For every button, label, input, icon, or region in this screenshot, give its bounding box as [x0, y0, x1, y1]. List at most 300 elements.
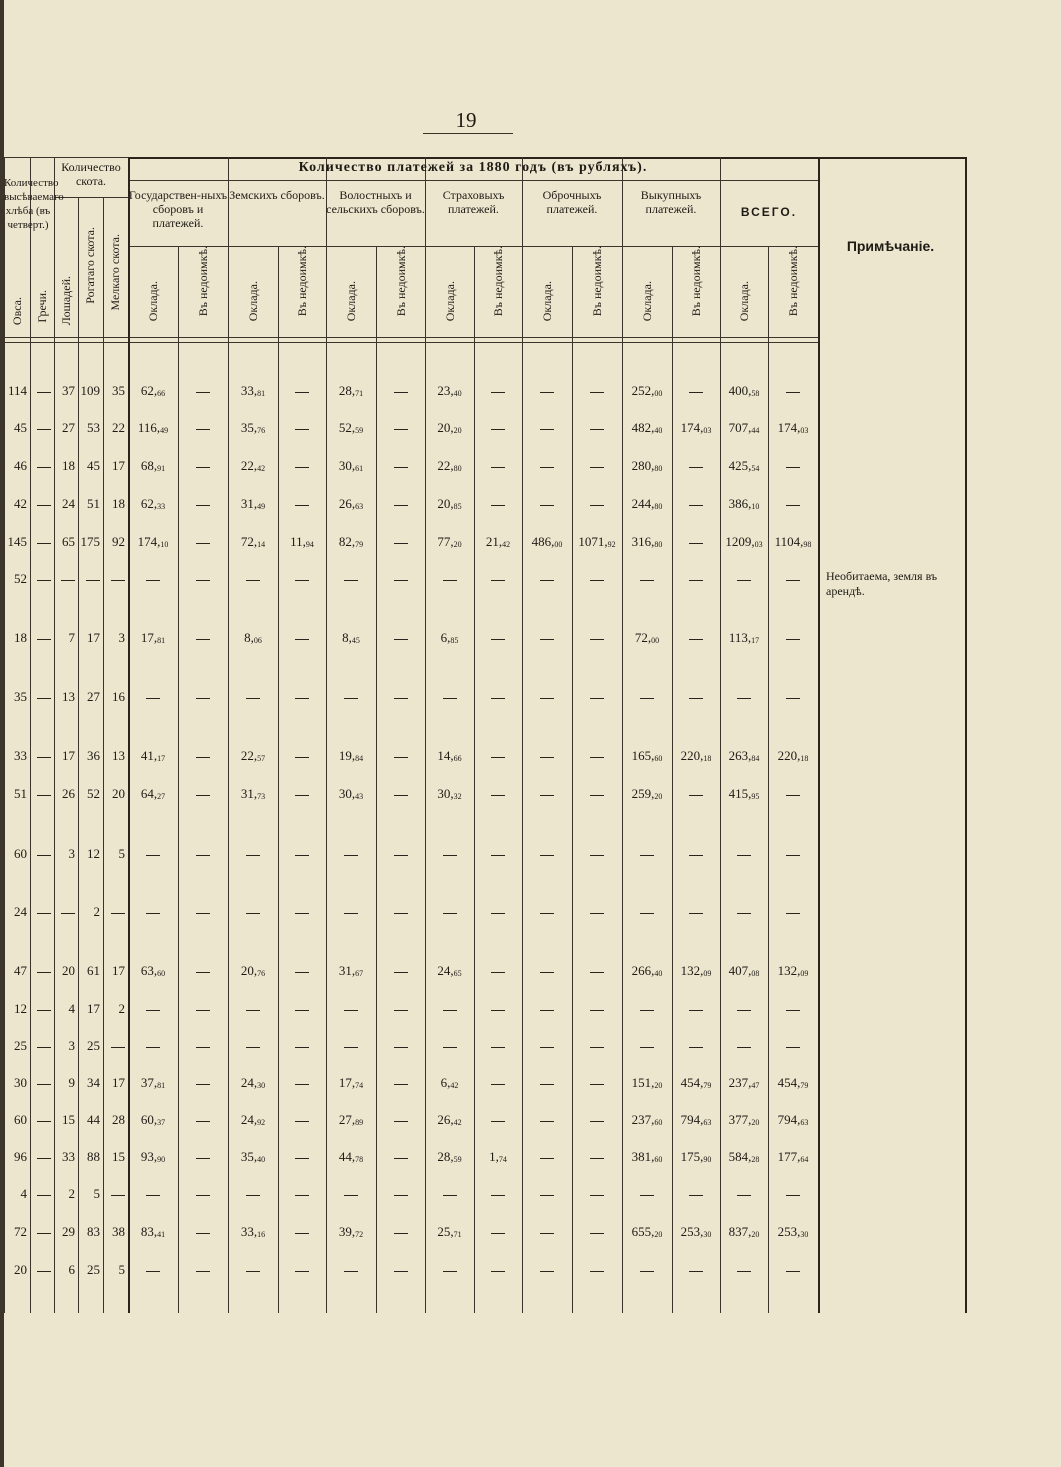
table-cell: 113,17 [728, 630, 760, 645]
table-cell [376, 1147, 425, 1167]
table-cell: 316,80 [631, 534, 663, 549]
table-cell: 24 [62, 496, 75, 511]
header-group: ВСЕГО. [740, 205, 798, 219]
table-cell [326, 902, 376, 922]
table-cell [178, 1036, 228, 1056]
table-cell: 2 [93, 904, 100, 919]
column-rule [818, 157, 820, 1313]
table-cell: 52 [14, 571, 27, 586]
table-cell: 62,66 [140, 383, 166, 398]
page-number-rule [423, 133, 513, 134]
sub-header: Гречи. [35, 290, 49, 323]
table-cell [278, 1147, 326, 1167]
table-cell: 109 [80, 383, 100, 398]
table-cell [522, 1184, 572, 1204]
table-cell [572, 1110, 622, 1130]
table-cell: 377,20 [728, 1112, 760, 1127]
header-group: Волостныхъ и сельскихъ сборовъ. [326, 188, 425, 216]
table-cell: 25 [87, 1038, 100, 1053]
table-cell [376, 687, 425, 707]
table-cell: 8,45 [342, 630, 360, 645]
column-rule [326, 157, 327, 1313]
table-cell [474, 961, 522, 981]
table-cell: 29 [62, 1224, 75, 1239]
table-cell: 24,92 [240, 1112, 266, 1127]
table-cell: 41,17 [140, 748, 166, 763]
table-cell: 45 [87, 458, 100, 473]
table-cell [672, 687, 720, 707]
table-cell: 13 [112, 748, 125, 763]
column-rule [622, 157, 623, 1313]
table-cell [178, 628, 228, 648]
table-cell: 15 [62, 1112, 75, 1127]
table-cell [474, 628, 522, 648]
table-cell [622, 999, 672, 1019]
table-cell: 4 [68, 1001, 75, 1016]
table-cell [278, 456, 326, 476]
table-cell [30, 569, 54, 589]
header-group: Земскихъ сборовъ. [229, 188, 325, 202]
table-cell [474, 1110, 522, 1130]
table-cell [128, 999, 178, 1019]
table-cell: 174,03 [777, 420, 809, 435]
table-cell: 20,76 [240, 963, 266, 978]
table-cell [474, 569, 522, 589]
table-cell: 51 [87, 496, 100, 511]
table-cell: 36 [87, 748, 100, 763]
table-cell [128, 1260, 178, 1280]
table-cell: 220,18 [777, 748, 809, 763]
table-cell [720, 1036, 768, 1056]
table-cell: 20 [62, 963, 75, 978]
table-cell [326, 1184, 376, 1204]
table-cell: 116,49 [137, 420, 169, 435]
table-cell [178, 1222, 228, 1242]
table-cell: 21,42 [485, 534, 511, 549]
table-cell: 31,67 [338, 963, 364, 978]
table-cell: 132,09 [777, 963, 809, 978]
table-cell: 3 [118, 630, 125, 645]
table-cell: 60 [14, 1112, 27, 1127]
table-cell: 44 [87, 1112, 100, 1127]
table-cell [622, 1184, 672, 1204]
table-cell [30, 1147, 54, 1167]
table-cell: 707,44 [728, 420, 760, 435]
table-cell [376, 746, 425, 766]
table-cell [30, 1184, 54, 1204]
table-cell [572, 381, 622, 401]
table-cell [326, 1036, 376, 1056]
table-cell [228, 687, 278, 707]
table-cell [278, 687, 326, 707]
column-rule [4, 157, 5, 1313]
table-cell [572, 1147, 622, 1167]
table-cell [30, 784, 54, 804]
table-cell: 175 [80, 534, 100, 549]
column-rule [128, 157, 130, 1313]
table-top-rule-left [4, 157, 128, 158]
table-cell: 35,40 [240, 1149, 266, 1164]
table-cell: 174,03 [680, 420, 712, 435]
table-cell: 5 [118, 846, 125, 861]
group-rule [128, 246, 818, 247]
row-note: Необитаема, земля въ арендѣ. [826, 569, 938, 598]
table-cell [522, 1073, 572, 1093]
table-cell: 28,59 [437, 1149, 462, 1164]
table-cell [572, 687, 622, 707]
table-cell: 237,47 [728, 1075, 760, 1090]
table-cell: 16 [112, 689, 125, 704]
table-cell [522, 1110, 572, 1130]
table-cell [228, 1036, 278, 1056]
table-cell [278, 844, 326, 864]
table-cell: 482,40 [631, 420, 663, 435]
table-cell [572, 902, 622, 922]
table-cell [228, 844, 278, 864]
table-cell: 92 [112, 534, 125, 549]
table-cell [474, 1184, 522, 1204]
table-cell [178, 1147, 228, 1167]
table-cell [326, 844, 376, 864]
table-cell [30, 1260, 54, 1280]
table-cell: 33 [14, 748, 27, 763]
table-cell: 77,20 [437, 534, 462, 549]
table-cell [178, 456, 228, 476]
header-group: Выкупныхъ платежей. [640, 188, 702, 216]
table-cell [572, 418, 622, 438]
table-cell [228, 1184, 278, 1204]
table-cell: 151,20 [631, 1075, 663, 1090]
table-cell: 83 [87, 1224, 100, 1239]
sub-header: Оклада. [442, 281, 457, 322]
table-cell: 415,95 [728, 786, 760, 801]
table-cell [376, 1036, 425, 1056]
table-cell: 584,28 [728, 1149, 760, 1164]
table-cell [768, 902, 818, 922]
table-cell [376, 961, 425, 981]
table-cell: 68,91 [140, 458, 166, 473]
livestock-rule [54, 197, 128, 198]
table-cell [178, 902, 228, 922]
header-group: Государствен-ныхъ сборовъ и платежей. [128, 188, 228, 230]
table-cell: 37 [62, 383, 75, 398]
table-cell [376, 1110, 425, 1130]
table-cell [178, 1073, 228, 1093]
table-cell: 72,14 [240, 534, 266, 549]
table-cell: 22,42 [240, 458, 266, 473]
table-cell [278, 1036, 326, 1056]
table-cell [30, 961, 54, 981]
table-cell [572, 628, 622, 648]
table-cell [103, 1036, 128, 1056]
table-cell: 18 [112, 496, 125, 511]
sub-header: Оклада. [640, 281, 654, 322]
table-cell: 83,41 [140, 1224, 166, 1239]
table-cell [228, 569, 278, 589]
table-cell [572, 456, 622, 476]
table-cell [720, 902, 768, 922]
table-cell [522, 961, 572, 981]
table-cell [178, 532, 228, 552]
table-cell: 794,63 [777, 1112, 809, 1127]
sub-header: Въ недоимкѣ. [786, 246, 800, 317]
table-cell: 28 [112, 1112, 125, 1127]
table-cell: 7 [68, 630, 75, 645]
table-cell [572, 569, 622, 589]
sub-header: Оклада. [540, 281, 554, 322]
table-cell [178, 569, 228, 589]
table-cell [768, 569, 818, 589]
table-cell [128, 844, 178, 864]
table-cell [376, 902, 425, 922]
table-cell: 1104,98 [774, 534, 812, 549]
table-cell: 132,09 [680, 963, 712, 978]
table-cell: 63,60 [140, 963, 166, 978]
table-cell: 30 [14, 1075, 27, 1090]
table-cell [672, 569, 720, 589]
table-cell [522, 746, 572, 766]
table-cell [278, 381, 326, 401]
table-cell: 35 [112, 383, 125, 398]
table-cell: 177,64 [777, 1149, 809, 1164]
table-cell [278, 746, 326, 766]
table-cell [54, 569, 78, 589]
sub-header: Въ недоимкѣ. [491, 246, 505, 317]
table-cell [128, 902, 178, 922]
table-cell: 25,71 [437, 1224, 462, 1239]
table-cell [572, 1036, 622, 1056]
table-cell: 72,00 [634, 630, 660, 645]
table-cell: 2 [68, 1186, 75, 1201]
table-cell: 114 [7, 383, 27, 398]
table-cell [376, 1222, 425, 1242]
table-cell: 93,90 [140, 1149, 166, 1164]
table-cell [572, 494, 622, 514]
table-cell [128, 569, 178, 589]
header-bottom-rule [4, 337, 818, 338]
header-note: Примѣчаніе. [846, 238, 935, 254]
table-cell: 42 [14, 496, 27, 511]
header-group: Страховыхъ платежей. [442, 188, 505, 216]
table-cell: 52 [87, 786, 100, 801]
table-cell [768, 1260, 818, 1280]
table-cell [178, 1110, 228, 1130]
table-cell [425, 1184, 474, 1204]
table-cell [672, 628, 720, 648]
table-cell [178, 999, 228, 1019]
table-cell [178, 844, 228, 864]
table-cell [178, 687, 228, 707]
table-cell: 407,08 [728, 963, 760, 978]
table-cell [30, 1222, 54, 1242]
table-cell [720, 1260, 768, 1280]
table-cell [474, 418, 522, 438]
table-cell [768, 456, 818, 476]
sub-header: Въ недоимкѣ. [689, 246, 703, 317]
table-cell: 655,20 [631, 1224, 663, 1239]
table-cell [572, 999, 622, 1019]
table-cell [326, 1260, 376, 1280]
sub-header: Мелкаго скота. [108, 234, 122, 311]
table-cell: 400,58 [728, 383, 760, 398]
table-cell: 8,06 [244, 630, 262, 645]
table-cell [474, 1073, 522, 1093]
column-rule [425, 157, 426, 1313]
table-cell [474, 784, 522, 804]
table-cell [572, 1260, 622, 1280]
table-cell: 33 [62, 1149, 75, 1164]
table-cell: 28,71 [338, 383, 364, 398]
table-cell [376, 494, 425, 514]
table-cell: 30,32 [437, 786, 462, 801]
column-rule [30, 157, 31, 1313]
table-cell [572, 1184, 622, 1204]
table-cell [522, 569, 572, 589]
table-cell: 175,90 [680, 1149, 712, 1164]
table-cell: 259,20 [631, 786, 663, 801]
table-cell: 22,57 [240, 748, 266, 763]
table-cell [278, 418, 326, 438]
table-cell: 23,40 [437, 383, 462, 398]
table-cell: 26,42 [437, 1112, 462, 1127]
table-cell: 5 [118, 1262, 125, 1277]
table-cell [522, 418, 572, 438]
table-cell: 33,81 [240, 383, 266, 398]
table-cell: 17,81 [140, 630, 166, 645]
table-cell: 237,60 [631, 1112, 663, 1127]
table-cell [278, 628, 326, 648]
table-cell [278, 494, 326, 514]
table-cell [672, 844, 720, 864]
table-cell: 454,79 [777, 1075, 809, 1090]
table-cell [376, 1260, 425, 1280]
table-cell: 17 [112, 1075, 125, 1090]
table-cell: 20,85 [437, 496, 462, 511]
table-cell [768, 381, 818, 401]
sub-header: Въ недоимкѣ. [590, 246, 604, 317]
table-cell [474, 1036, 522, 1056]
column-rule [228, 157, 229, 1313]
table-cell [30, 418, 54, 438]
table-cell [30, 456, 54, 476]
sub-header: Въ недоимкѣ. [393, 246, 408, 317]
table-cell: 2 [118, 1001, 125, 1016]
table-cell [672, 494, 720, 514]
table-cell [425, 844, 474, 864]
table-cell: 837,20 [728, 1224, 760, 1239]
table-cell: 60 [14, 846, 27, 861]
table-cell [178, 961, 228, 981]
table-cell [178, 746, 228, 766]
table-cell: 794,63 [680, 1112, 712, 1127]
table-cell: 145 [7, 534, 27, 549]
table-cell: 20,20 [437, 420, 462, 435]
table-cell [572, 1073, 622, 1093]
table-cell: 62,33 [140, 496, 166, 511]
title-rule [128, 180, 818, 181]
table-cell [376, 628, 425, 648]
table-cell [522, 687, 572, 707]
table-cell [474, 844, 522, 864]
table-cell [178, 1260, 228, 1280]
table-cell: 82,79 [338, 534, 364, 549]
table-cell [672, 999, 720, 1019]
table-cell [425, 1260, 474, 1280]
sub-header: Оклада. [737, 281, 751, 322]
table-cell: 37,81 [140, 1075, 166, 1090]
table-cell: 1071,92 [578, 534, 616, 549]
table-title: Количество платежей за 1880 годъ (въ рубляхъ). [298, 160, 648, 175]
table-cell: 24,65 [437, 963, 462, 978]
table-cell [30, 381, 54, 401]
table-cell [474, 687, 522, 707]
column-rule [522, 157, 523, 1313]
table-cell [474, 902, 522, 922]
table-cell [474, 746, 522, 766]
table-cell: 253,30 [777, 1224, 809, 1239]
table-cell: 263,84 [728, 748, 760, 763]
table-cell: 17 [87, 630, 100, 645]
table-cell [376, 784, 425, 804]
table-cell [30, 628, 54, 648]
table-cell: 5 [93, 1186, 100, 1201]
table-cell: 31,73 [240, 786, 266, 801]
table-cell [425, 902, 474, 922]
header-livestock: Количество скота. [61, 160, 121, 188]
table-cell: 425,54 [728, 458, 760, 473]
table-cell [720, 687, 768, 707]
table-cell: 15 [112, 1149, 125, 1164]
header-group: Оброчныхъ платежей. [542, 188, 602, 216]
table-cell: 27,89 [338, 1112, 364, 1127]
table-cell [622, 844, 672, 864]
table-cell [278, 1073, 326, 1093]
table-cell: 46 [14, 458, 27, 473]
table-cell [522, 844, 572, 864]
table-cell [326, 687, 376, 707]
table-cell [622, 1260, 672, 1280]
table-cell [720, 1184, 768, 1204]
table-cell [522, 1222, 572, 1242]
table-cell [228, 999, 278, 1019]
table-cell [30, 1110, 54, 1130]
table-cell [30, 902, 54, 922]
table-cell: 4 [20, 1186, 27, 1201]
table-cell: 65 [62, 534, 75, 549]
table-cell: 253,30 [680, 1224, 712, 1239]
table-cell: 72 [14, 1224, 27, 1239]
table-cell [278, 784, 326, 804]
table-cell [376, 844, 425, 864]
table-cell: 18 [62, 458, 75, 473]
table-cell: 3 [68, 1038, 75, 1053]
table-cell [522, 1147, 572, 1167]
column-rule [965, 157, 967, 1313]
table-cell [768, 494, 818, 514]
sub-header: Оклада. [344, 281, 358, 322]
table-cell: 30,43 [338, 786, 364, 801]
table-cell [376, 381, 425, 401]
table-cell [622, 687, 672, 707]
table-cell [78, 569, 103, 589]
table-cell [376, 1073, 425, 1093]
table-cell [672, 1184, 720, 1204]
table-cell: 17 [87, 1001, 100, 1016]
table-cell: 60,37 [140, 1112, 166, 1127]
table-cell [128, 687, 178, 707]
table-cell [522, 902, 572, 922]
table-cell [474, 494, 522, 514]
